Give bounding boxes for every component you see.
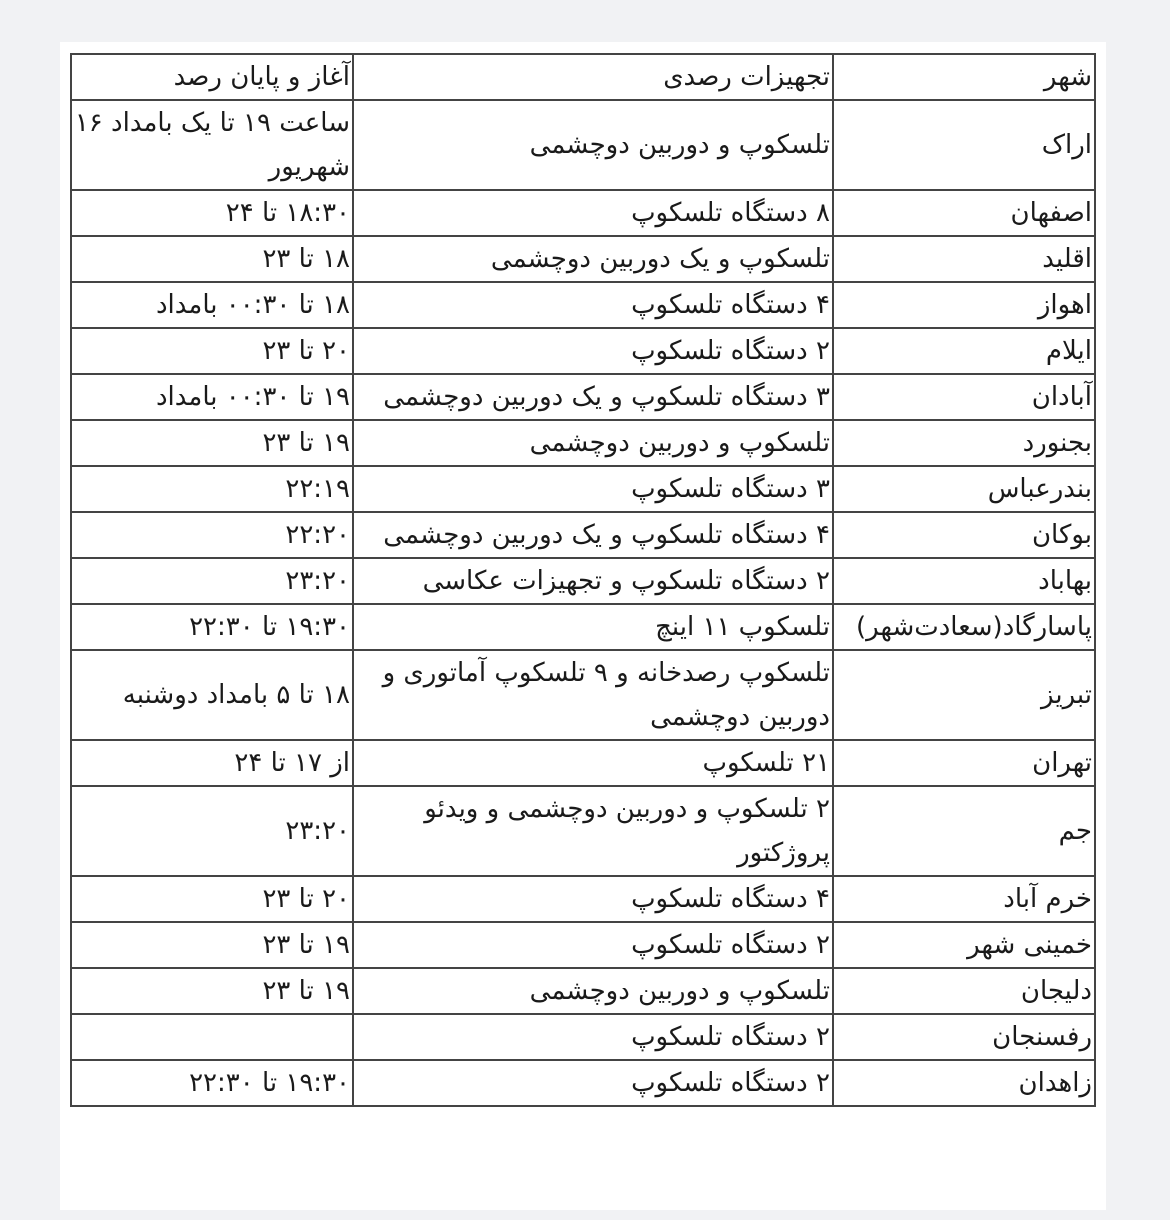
time-cell: ۱۸ تا ۲۳ [71, 236, 353, 282]
time-cell: از ۱۷ تا ۲۴ [71, 740, 353, 786]
time-cell: ۱۹:۳۰ تا ۲۲:۳۰ [71, 1060, 353, 1106]
table-row [71, 466, 1095, 512]
city-cell: اهواز [833, 282, 1095, 328]
time-cell: ۱۸ تا ۵ بامداد دوشنبه [71, 650, 353, 740]
time-cell: ۱۹:۳۰ تا ۲۲:۳۰ [71, 604, 353, 650]
header-city: شهر [833, 54, 1095, 100]
equipment-cell: ۲ تلسکوپ و دوربین دوچشمی و ویدئو پروژکتور [353, 786, 833, 876]
header-equipment: تجهیزات رصدی [353, 54, 833, 100]
equipment-cell: ۲ دستگاه تلسکوپ [353, 922, 833, 968]
equipment-cell: ۴ دستگاه تلسکوپ و یک دوربین دوچشمی [353, 512, 833, 558]
city-cell: رفسنجان [833, 1014, 1095, 1060]
table-row [71, 100, 1095, 190]
city-cell: خرم آباد [833, 876, 1095, 922]
city-cell: زاهدان [833, 1060, 1095, 1106]
equipment-cell: تلسکوپ و دوربین دوچشمی [353, 968, 833, 1014]
equipment-cell: ۲ دستگاه تلسکوپ و تجهیزات عکاسی [353, 558, 833, 604]
city-cell: بندرعباس [833, 466, 1095, 512]
city-cell: خمینی شهر [833, 922, 1095, 968]
equipment-cell: ۴ دستگاه تلسکوپ [353, 282, 833, 328]
table-row [71, 374, 1095, 420]
time-cell: ۱۹ تا ۲۳ [71, 968, 353, 1014]
table-row [71, 876, 1095, 922]
city-cell: تهران [833, 740, 1095, 786]
equipment-cell: ۲ دستگاه تلسکوپ [353, 1014, 833, 1060]
city-cell: دلیجان [833, 968, 1095, 1014]
equipment-cell: تلسکوپ رصدخانه و ۹ تلسکوپ آماتوری و دوربین دوچشمی [353, 650, 833, 740]
time-cell: ۲۲:۲۰ [71, 512, 353, 558]
equipment-cell: ۲۱ تلسکوپ [353, 740, 833, 786]
time-cell: ۲۰ تا ۲۳ [71, 328, 353, 374]
header-time: آغاز و پایان رصد [71, 54, 353, 100]
equipment-cell: ۲ دستگاه تلسکوپ [353, 1060, 833, 1106]
city-cell: آبادان [833, 374, 1095, 420]
city-cell: تبریز [833, 650, 1095, 740]
table-header-row [71, 54, 1095, 100]
time-cell [71, 1014, 353, 1060]
city-cell: بهاباد [833, 558, 1095, 604]
table-row [71, 740, 1095, 786]
time-cell: ۱۹ تا ۲۳ [71, 420, 353, 466]
table-row [71, 282, 1095, 328]
time-cell: ۲۰ تا ۲۳ [71, 876, 353, 922]
city-cell: اراک [833, 100, 1095, 190]
table-row [71, 512, 1095, 558]
observation-schedule-table [70, 53, 1096, 1107]
table-row [71, 236, 1095, 282]
equipment-cell: تلسکوپ و دوربین دوچشمی [353, 100, 833, 190]
equipment-cell: ۳ دستگاه تلسکوپ و یک دوربین دوچشمی [353, 374, 833, 420]
equipment-cell: ۲ دستگاه تلسکوپ [353, 328, 833, 374]
table-row [71, 968, 1095, 1014]
table-row [71, 786, 1095, 876]
equipment-cell: تلسکوپ و دوربین دوچشمی [353, 420, 833, 466]
city-cell: ایلام [833, 328, 1095, 374]
city-cell: اقلید [833, 236, 1095, 282]
city-cell: بجنورد [833, 420, 1095, 466]
table-row [71, 650, 1095, 740]
equipment-cell: ۳ دستگاه تلسکوپ [353, 466, 833, 512]
equipment-cell: ۸ دستگاه تلسکوپ [353, 190, 833, 236]
time-cell: ۱۸:۳۰ تا ۲۴ [71, 190, 353, 236]
time-cell: ساعت ۱۹ تا یک بامداد ۱۶ شهریور [71, 100, 353, 190]
table-row [71, 328, 1095, 374]
table-row [71, 558, 1095, 604]
time-cell: ۲۳:۲۰ [71, 558, 353, 604]
table-row [71, 922, 1095, 968]
table-row [71, 190, 1095, 236]
time-cell: ۱۸ تا ۰۰:۳۰ بامداد [71, 282, 353, 328]
time-cell: ۱۹ تا ۲۳ [71, 922, 353, 968]
time-cell: ۲۲:۱۹ [71, 466, 353, 512]
city-cell: بوکان [833, 512, 1095, 558]
city-cell: پاسارگاد(سعادت‌شهر) [833, 604, 1095, 650]
city-cell: جم [833, 786, 1095, 876]
table-row [71, 1060, 1095, 1106]
equipment-cell: تلسکوپ ۱۱ اینچ [353, 604, 833, 650]
time-cell: ۲۳:۲۰ [71, 786, 353, 876]
equipment-cell: ۴ دستگاه تلسکوپ [353, 876, 833, 922]
city-cell: اصفهان [833, 190, 1095, 236]
table-row [71, 1014, 1095, 1060]
equipment-cell: تلسکوپ و یک دوربین دوچشمی [353, 236, 833, 282]
time-cell: ۱۹ تا ۰۰:۳۰ بامداد [71, 374, 353, 420]
table-row [71, 604, 1095, 650]
table-row [71, 420, 1095, 466]
